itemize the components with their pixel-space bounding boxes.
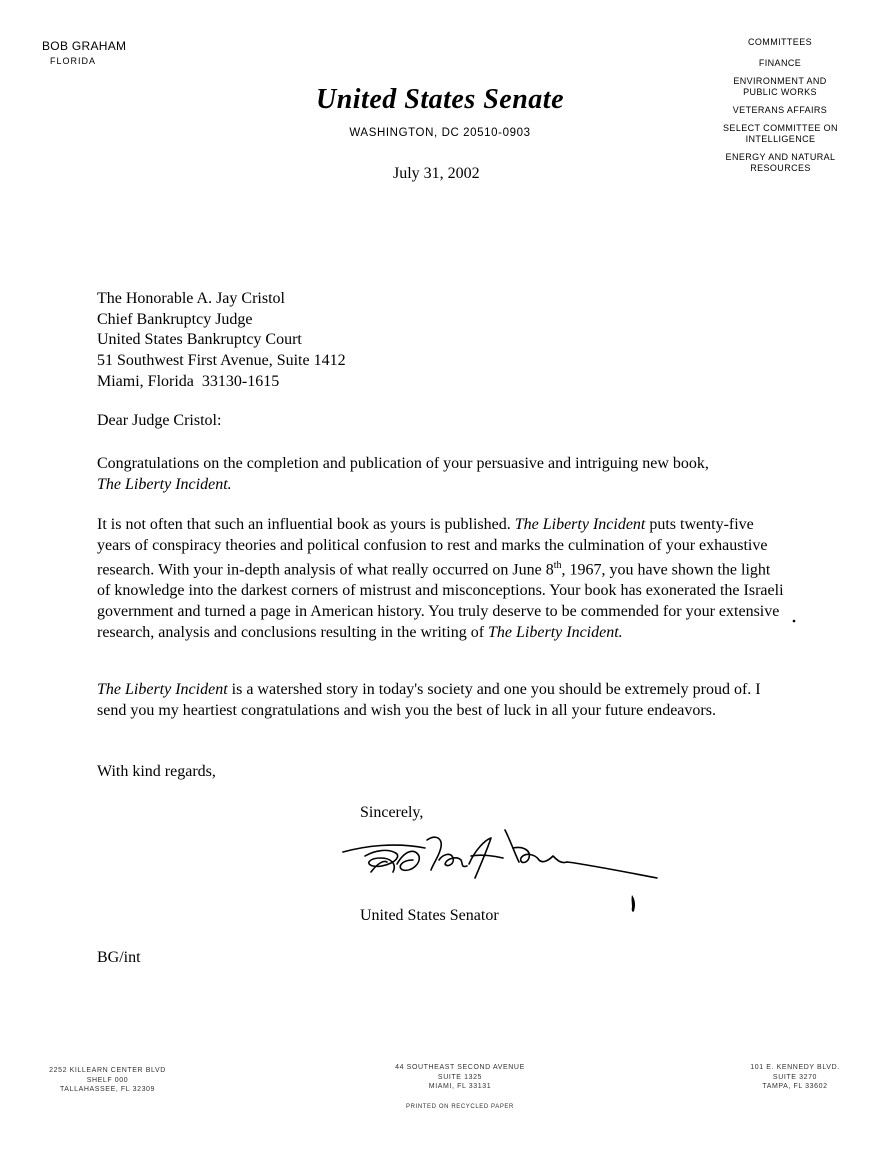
book-title: The Liberty Incident (514, 516, 646, 533)
body-paragraph-1 (97, 454, 787, 495)
footer-line: TAMPA, FL 33602 (762, 1083, 828, 1090)
recipient-line: United States Bankruptcy Court (97, 331, 302, 349)
committee-item: ENERGY AND NATURAL RESOURCES (725, 152, 836, 173)
typist-initials: BG/int (97, 949, 141, 966)
committees-heading: COMMITTEES (748, 37, 812, 47)
committee-item: VETERANS AFFAIRS (732, 105, 828, 115)
letterhead-title: United States Senate (315, 84, 564, 115)
book-title: The Liberty Incident. (97, 475, 232, 493)
paragraph-text: Congratulations on the completion and publication of your persuasive and intriguing new book, (97, 455, 709, 472)
recipient-line: 51 Southwest First Avenue, Suite 1412 (97, 352, 346, 370)
paragraph-text: It is not often that such an influential book as yours is published. (97, 516, 511, 533)
footer-line: SUITE 3270 (772, 1073, 818, 1081)
committee-item: SELECT COMMITTEE ON INTELLIGENCE (723, 123, 838, 144)
footer-office-tampa (730, 1063, 860, 1092)
recipient-line: The Honorable A. Jay Cristol (97, 290, 285, 307)
letterhead-address: WASHINGTON, DC 20510-0903 (349, 127, 531, 139)
letter-date: July 31, 2002 (393, 165, 480, 182)
recycled-paper-note: PRINTED ON RECYCLED PAPER (406, 1104, 514, 1110)
sender-name: BOB GRAHAM (42, 39, 127, 53)
closing-sincerely: Sincerely, (360, 804, 424, 821)
ink-blot-mark (628, 893, 640, 915)
footer-office-tallahassee (20, 1066, 195, 1095)
footer-line: 2252 KILLEARN CENTER BLVD (49, 1067, 166, 1074)
book-title: The Liberty Incident (97, 681, 228, 698)
committee-item: FINANCE (758, 58, 802, 68)
paragraph-text: puts twenty-five years of conspiracy theories and political confusion to rest and marks the culmination of your exhaustive research. With your in-depth analysis of what really occurred on June 8 (97, 516, 768, 579)
ordinal-suffix: th (553, 560, 562, 572)
body-paragraph-3 (97, 680, 787, 721)
body-paragraph-2 (97, 515, 787, 644)
book-title: The Liberty Incident. (488, 623, 623, 641)
handwritten-signature (335, 820, 670, 890)
sender-state: FLORIDA (50, 56, 97, 66)
recipient-address (97, 289, 346, 393)
closing-regards: With kind regards, (97, 763, 216, 780)
paragraph-text: is a watershed story in today's society and one you should be extremely proud of. I send you my heartiest congratulations and wish you the best of luck in all your future endeavors. (97, 681, 761, 719)
footer-line: MIAMI, FL 33131 (428, 1083, 492, 1090)
committee-item: ENVIRONMENT AND PUBLIC WORKS (733, 76, 827, 97)
salutation: Dear Judge Cristol: (97, 412, 222, 429)
ink-speck-mark (792, 619, 796, 623)
signer-title: United States Senator (360, 907, 499, 924)
committees-list (710, 37, 850, 181)
footer-line: 101 E. KENNEDY BLVD. (750, 1064, 840, 1071)
footer-office-miami (355, 1063, 565, 1092)
footer-line: 44 SOUTHEAST SECOND AVENUE (395, 1064, 525, 1071)
footer-line: SHELF 000 (86, 1076, 129, 1084)
paragraph-text: , 1967, you have shown the light of knowledge into the darkest corners of mistrust and misconceptions. Your book has exonerated the Israeli government and turned a page in American history. You truly deserve to be commended for your extensive research, analysis and conclusions resulting in the writing of (97, 561, 784, 641)
recipient-line: Chief Bankruptcy Judge (97, 310, 253, 328)
recipient-line: Miami, Florida 33130-1615 (97, 372, 280, 390)
footer-line: TALLAHASSEE, FL 32309 (59, 1086, 156, 1093)
footer-line: SUITE 1325 (437, 1073, 483, 1081)
